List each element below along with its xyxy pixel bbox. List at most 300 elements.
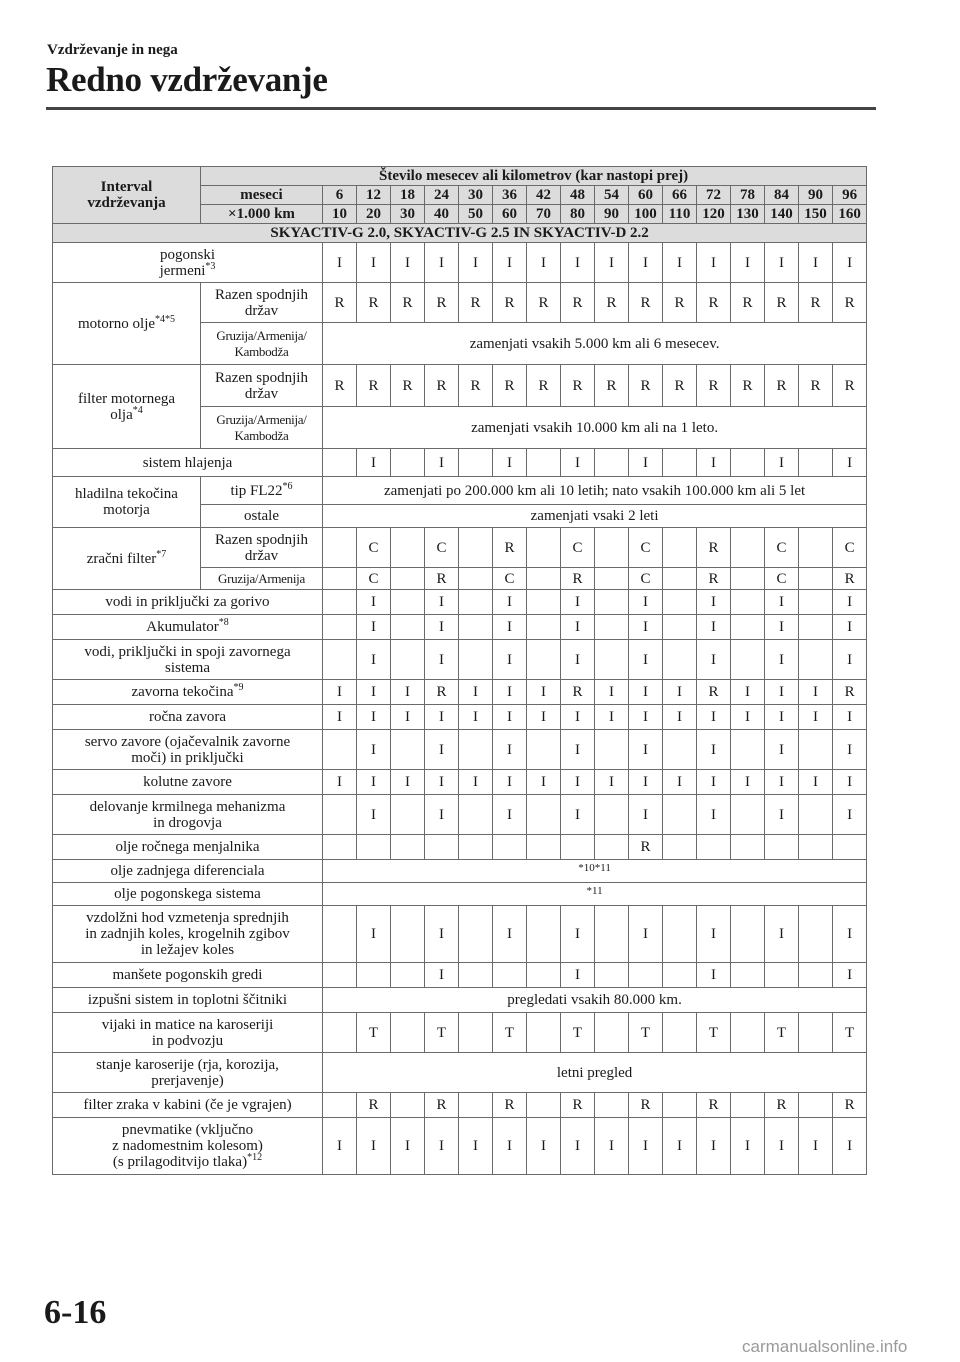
row-label-text: Akumulator bbox=[146, 619, 219, 635]
schedule-cell: R bbox=[799, 283, 833, 323]
schedule-cell bbox=[833, 835, 867, 860]
schedule-cell bbox=[731, 963, 765, 988]
schedule-cell: R bbox=[833, 1093, 867, 1118]
schedule-cell: R bbox=[595, 283, 629, 323]
schedule-cell: I bbox=[663, 1118, 697, 1175]
row-sublabel bbox=[201, 477, 323, 505]
schedule-cell: R bbox=[357, 1093, 391, 1118]
row-label-text: zračni filter bbox=[86, 550, 157, 567]
table-row bbox=[53, 283, 867, 323]
table-row bbox=[53, 835, 867, 860]
schedule-cell: I bbox=[493, 590, 527, 615]
schedule-cell: C bbox=[629, 528, 663, 568]
sublabel-text: Razen spodnjih držav bbox=[215, 286, 308, 319]
footnote-ref: *3 bbox=[205, 260, 216, 272]
schedule-cell bbox=[595, 640, 629, 680]
schedule-cell bbox=[391, 963, 425, 988]
schedule-cell bbox=[595, 1013, 629, 1053]
month-cell: 96 bbox=[833, 186, 867, 205]
schedule-cell: I bbox=[391, 243, 425, 283]
month-cell: 72 bbox=[697, 186, 731, 205]
schedule-cell bbox=[493, 963, 527, 988]
schedule-cell bbox=[595, 730, 629, 770]
period-group-header: Število mesecev ali kilometrov (kar nastopi prej) bbox=[201, 167, 867, 186]
schedule-cell bbox=[391, 730, 425, 770]
schedule-cell: I bbox=[697, 590, 731, 615]
schedule-cell bbox=[799, 615, 833, 640]
schedule-cell: R bbox=[799, 365, 833, 407]
km-cell: 60 bbox=[493, 205, 527, 224]
schedule-cell bbox=[527, 1093, 561, 1118]
km-cell: 150 bbox=[799, 205, 833, 224]
schedule-cell bbox=[799, 1013, 833, 1053]
schedule-cell: I bbox=[391, 680, 425, 705]
schedule-cell: I bbox=[799, 680, 833, 705]
schedule-cell: I bbox=[459, 680, 493, 705]
schedule-cell bbox=[527, 835, 561, 860]
schedule-cell bbox=[663, 906, 697, 963]
footnote-ref: *6 bbox=[282, 480, 293, 492]
schedule-cell: I bbox=[595, 1118, 629, 1175]
table-row bbox=[53, 770, 867, 795]
schedule-cell: I bbox=[357, 640, 391, 680]
schedule-cell bbox=[459, 528, 493, 568]
schedule-cell: I bbox=[731, 770, 765, 795]
sublabel-text: Razen spodnjih držav bbox=[215, 531, 308, 564]
schedule-cell: R bbox=[833, 283, 867, 323]
schedule-cell: R bbox=[493, 365, 527, 407]
schedule-cell: I bbox=[357, 795, 391, 835]
schedule-cell bbox=[459, 835, 493, 860]
row-label-text: zavorna tekočina bbox=[131, 684, 234, 700]
schedule-cell bbox=[323, 568, 357, 590]
schedule-cell bbox=[459, 963, 493, 988]
schedule-cell bbox=[323, 963, 357, 988]
schedule-note: zamenjati vsakih 5.000 km ali 6 mesecev. bbox=[323, 323, 867, 365]
schedule-cell bbox=[561, 835, 595, 860]
schedule-cell bbox=[799, 1093, 833, 1118]
km-cell: 160 bbox=[833, 205, 867, 224]
schedule-cell: R bbox=[561, 365, 595, 407]
schedule-cell bbox=[527, 906, 561, 963]
schedule-cell: C bbox=[629, 568, 663, 590]
month-cell: 36 bbox=[493, 186, 527, 205]
schedule-cell bbox=[731, 590, 765, 615]
month-cell: 84 bbox=[765, 186, 799, 205]
schedule-cell: R bbox=[425, 680, 459, 705]
schedule-cell bbox=[595, 795, 629, 835]
schedule-cell bbox=[459, 795, 493, 835]
schedule-cell: I bbox=[425, 1118, 459, 1175]
schedule-cell: I bbox=[629, 705, 663, 730]
schedule-cell: I bbox=[629, 730, 663, 770]
table-row bbox=[53, 449, 867, 477]
schedule-cell: I bbox=[459, 243, 493, 283]
row-label bbox=[53, 590, 323, 615]
schedule-cell bbox=[323, 730, 357, 770]
schedule-cell: I bbox=[799, 705, 833, 730]
schedule-cell: R bbox=[629, 283, 663, 323]
schedule-cell: I bbox=[765, 795, 799, 835]
schedule-cell: I bbox=[357, 906, 391, 963]
schedule-cell: R bbox=[493, 283, 527, 323]
row-label-text: hladilna tekočina motorja bbox=[75, 486, 178, 518]
km-cell: 120 bbox=[697, 205, 731, 224]
table-row bbox=[53, 1013, 867, 1053]
schedule-cell: R bbox=[697, 1093, 731, 1118]
row-sublabel bbox=[201, 365, 323, 407]
sublabel-text: Gruzija/Armenija/ Kambodža bbox=[216, 327, 307, 359]
row-label-text: vodi in priključki za gorivo bbox=[105, 594, 270, 610]
schedule-cell: I bbox=[425, 243, 459, 283]
schedule-cell: R bbox=[629, 835, 663, 860]
schedule-cell: I bbox=[833, 906, 867, 963]
schedule-cell: I bbox=[595, 705, 629, 730]
schedule-cell bbox=[527, 1013, 561, 1053]
schedule-cell bbox=[595, 906, 629, 963]
row-label bbox=[53, 795, 323, 835]
schedule-cell bbox=[799, 449, 833, 477]
row-label bbox=[53, 705, 323, 730]
schedule-cell bbox=[663, 615, 697, 640]
row-label bbox=[53, 449, 323, 477]
schedule-cell: R bbox=[323, 283, 357, 323]
schedule-cell: T bbox=[697, 1013, 731, 1053]
schedule-cell: I bbox=[663, 243, 697, 283]
schedule-cell: T bbox=[493, 1013, 527, 1053]
schedule-cell bbox=[595, 568, 629, 590]
schedule-cell: I bbox=[561, 640, 595, 680]
schedule-cell: I bbox=[697, 1118, 731, 1175]
table-row bbox=[53, 963, 867, 988]
schedule-cell: I bbox=[629, 795, 663, 835]
row-label bbox=[53, 883, 323, 906]
schedule-cell bbox=[425, 835, 459, 860]
schedule-cell: I bbox=[731, 705, 765, 730]
schedule-cell bbox=[731, 615, 765, 640]
schedule-cell: I bbox=[357, 243, 391, 283]
schedule-cell bbox=[765, 835, 799, 860]
row-label-text: olje ročnega menjalnika bbox=[115, 839, 260, 855]
maintenance-schedule-table bbox=[52, 166, 867, 1175]
schedule-cell bbox=[731, 906, 765, 963]
km-cell: 140 bbox=[765, 205, 799, 224]
row-label bbox=[53, 1093, 323, 1118]
row-label-text: filter zraka v kabini (če je vgrajen) bbox=[83, 1097, 292, 1113]
km-cell: 10 bbox=[323, 205, 357, 224]
table-row bbox=[53, 795, 867, 835]
schedule-cell bbox=[391, 835, 425, 860]
table-row bbox=[53, 906, 867, 963]
schedule-cell: I bbox=[799, 1118, 833, 1175]
schedule-cell: R bbox=[527, 283, 561, 323]
schedule-cell bbox=[663, 730, 697, 770]
table-row bbox=[53, 730, 867, 770]
schedule-cell: R bbox=[697, 528, 731, 568]
schedule-cell bbox=[323, 615, 357, 640]
schedule-cell: R bbox=[425, 365, 459, 407]
schedule-cell bbox=[799, 528, 833, 568]
schedule-cell bbox=[731, 795, 765, 835]
schedule-cell: I bbox=[697, 906, 731, 963]
schedule-cell bbox=[731, 528, 765, 568]
schedule-cell: I bbox=[833, 243, 867, 283]
km-cell: 50 bbox=[459, 205, 493, 224]
schedule-cell bbox=[731, 1013, 765, 1053]
schedule-cell: I bbox=[561, 963, 595, 988]
schedule-cell: R bbox=[833, 568, 867, 590]
schedule-cell: C bbox=[493, 568, 527, 590]
month-cell: 6 bbox=[323, 186, 357, 205]
schedule-cell: R bbox=[697, 283, 731, 323]
schedule-cell bbox=[595, 449, 629, 477]
schedule-cell bbox=[459, 1093, 493, 1118]
schedule-cell: I bbox=[527, 1118, 561, 1175]
schedule-cell bbox=[663, 590, 697, 615]
month-cell: 48 bbox=[561, 186, 595, 205]
table-row bbox=[53, 1118, 867, 1175]
schedule-cell: I bbox=[697, 730, 731, 770]
table-row bbox=[53, 860, 867, 883]
row-label-text: motorno olje bbox=[77, 315, 156, 332]
schedule-note: zamenjati vsaki 2 leti bbox=[323, 505, 867, 528]
table-row bbox=[53, 680, 867, 705]
schedule-cell: I bbox=[425, 795, 459, 835]
schedule-cell bbox=[731, 449, 765, 477]
schedule-cell: R bbox=[425, 283, 459, 323]
schedule-cell: R bbox=[697, 568, 731, 590]
table-row bbox=[53, 590, 867, 615]
schedule-cell: I bbox=[561, 770, 595, 795]
schedule-cell: I bbox=[425, 906, 459, 963]
schedule-cell: I bbox=[663, 705, 697, 730]
schedule-cell: I bbox=[833, 705, 867, 730]
schedule-cell: I bbox=[629, 640, 663, 680]
schedule-cell: I bbox=[765, 705, 799, 730]
row-sublabel bbox=[201, 323, 323, 365]
schedule-cell bbox=[663, 795, 697, 835]
schedule-cell: I bbox=[731, 680, 765, 705]
schedule-cell: I bbox=[765, 770, 799, 795]
schedule-cell: I bbox=[765, 449, 799, 477]
month-cell: 90 bbox=[799, 186, 833, 205]
footnote-ref: *7 bbox=[156, 548, 167, 560]
schedule-cell: I bbox=[459, 1118, 493, 1175]
schedule-cell bbox=[323, 795, 357, 835]
schedule-cell: I bbox=[731, 1118, 765, 1175]
schedule-cell bbox=[799, 730, 833, 770]
schedule-cell: I bbox=[527, 680, 561, 705]
schedule-cell: I bbox=[629, 243, 663, 283]
schedule-cell bbox=[391, 615, 425, 640]
schedule-cell bbox=[357, 963, 391, 988]
schedule-cell bbox=[357, 835, 391, 860]
row-label bbox=[53, 283, 201, 365]
row-label-text: izpušni sistem in toplotni ščitniki bbox=[87, 992, 288, 1008]
schedule-cell: R bbox=[629, 1093, 663, 1118]
schedule-cell bbox=[663, 1093, 697, 1118]
row-label-text: pnevmatike (vključno z nadomestnim kolesom) (s prilagoditvijo tlaka) bbox=[112, 1122, 263, 1170]
schedule-cell bbox=[323, 528, 357, 568]
schedule-cell: I bbox=[391, 770, 425, 795]
table-row bbox=[53, 243, 867, 283]
schedule-cell: R bbox=[663, 365, 697, 407]
schedule-cell bbox=[323, 835, 357, 860]
schedule-cell: R bbox=[357, 365, 391, 407]
schedule-cell bbox=[663, 1013, 697, 1053]
table-row bbox=[53, 477, 867, 505]
schedule-cell: I bbox=[765, 590, 799, 615]
schedule-cell bbox=[323, 906, 357, 963]
schedule-cell bbox=[493, 835, 527, 860]
sublabel-text: Gruzija/Armenija bbox=[218, 570, 305, 586]
schedule-cell bbox=[527, 640, 561, 680]
row-label bbox=[53, 770, 323, 795]
schedule-cell bbox=[663, 568, 697, 590]
row-label-text: filter motornega olja bbox=[77, 390, 176, 423]
schedule-cell: I bbox=[425, 705, 459, 730]
schedule-cell: I bbox=[833, 730, 867, 770]
schedule-cell: C bbox=[833, 528, 867, 568]
schedule-cell: I bbox=[697, 770, 731, 795]
schedule-cell: I bbox=[595, 770, 629, 795]
row-sublabel bbox=[201, 283, 323, 323]
schedule-cell: I bbox=[833, 1118, 867, 1175]
schedule-cell bbox=[595, 1093, 629, 1118]
section-header: Vzdrževanje in nega bbox=[47, 42, 178, 58]
schedule-cell bbox=[527, 963, 561, 988]
schedule-cell: I bbox=[765, 906, 799, 963]
row-sublabel bbox=[201, 407, 323, 449]
schedule-cell: I bbox=[765, 640, 799, 680]
schedule-cell: I bbox=[561, 615, 595, 640]
schedule-cell bbox=[799, 906, 833, 963]
schedule-cell: R bbox=[833, 680, 867, 705]
schedule-cell: R bbox=[561, 568, 595, 590]
schedule-cell bbox=[731, 730, 765, 770]
schedule-cell: T bbox=[629, 1013, 663, 1053]
schedule-cell: T bbox=[765, 1013, 799, 1053]
schedule-cell bbox=[731, 568, 765, 590]
schedule-cell bbox=[323, 1013, 357, 1053]
schedule-cell: I bbox=[493, 795, 527, 835]
row-label bbox=[53, 477, 201, 528]
row-label-text: olje pogonskega sistema bbox=[114, 886, 261, 902]
schedule-cell: R bbox=[697, 680, 731, 705]
schedule-cell: I bbox=[765, 680, 799, 705]
footnote-note: *11 bbox=[323, 883, 867, 906]
row-label-text: manšete pogonskih gredi bbox=[112, 967, 263, 983]
sublabel-text: Razen spodnjih držav bbox=[215, 369, 308, 402]
schedule-cell: I bbox=[323, 770, 357, 795]
schedule-cell: I bbox=[629, 906, 663, 963]
page-title: Redno vzdrževanje bbox=[46, 60, 328, 99]
schedule-cell: I bbox=[833, 615, 867, 640]
table-row bbox=[53, 1053, 867, 1093]
schedule-cell: I bbox=[697, 640, 731, 680]
sublabel-text: ostale bbox=[244, 508, 279, 524]
sublabel-text: Gruzija/Armenija/ Kambodža bbox=[216, 411, 307, 443]
schedule-cell bbox=[663, 835, 697, 860]
schedule-cell bbox=[391, 906, 425, 963]
schedule-cell: I bbox=[663, 680, 697, 705]
schedule-cell bbox=[731, 640, 765, 680]
schedule-cell bbox=[595, 963, 629, 988]
schedule-cell: R bbox=[765, 283, 799, 323]
schedule-cell bbox=[527, 795, 561, 835]
schedule-cell bbox=[459, 906, 493, 963]
schedule-cell bbox=[629, 963, 663, 988]
schedule-cell: I bbox=[561, 795, 595, 835]
schedule-cell: I bbox=[629, 615, 663, 640]
schedule-cell: I bbox=[493, 770, 527, 795]
row-label bbox=[53, 615, 323, 640]
schedule-cell bbox=[663, 640, 697, 680]
schedule-cell: R bbox=[459, 283, 493, 323]
schedule-cell: I bbox=[493, 730, 527, 770]
schedule-cell: T bbox=[357, 1013, 391, 1053]
schedule-cell: I bbox=[493, 615, 527, 640]
interval-header: Interval vzdrževanja bbox=[53, 167, 201, 224]
schedule-cell: I bbox=[425, 770, 459, 795]
row-sublabel bbox=[201, 505, 323, 528]
row-label-text: vijaki in matice na karoseriji in podvozju bbox=[101, 1016, 274, 1049]
row-label bbox=[53, 528, 201, 590]
schedule-cell: I bbox=[629, 770, 663, 795]
schedule-cell: I bbox=[799, 770, 833, 795]
schedule-cell: C bbox=[561, 528, 595, 568]
schedule-cell: C bbox=[765, 568, 799, 590]
schedule-cell bbox=[731, 1093, 765, 1118]
schedule-cell: C bbox=[425, 528, 459, 568]
schedule-cell bbox=[663, 963, 697, 988]
row-label-text: pogonski jermeni bbox=[159, 246, 215, 279]
km-cell: 80 bbox=[561, 205, 595, 224]
schedule-cell bbox=[527, 568, 561, 590]
month-cell: 24 bbox=[425, 186, 459, 205]
schedule-cell: I bbox=[629, 449, 663, 477]
schedule-cell: R bbox=[561, 283, 595, 323]
schedule-cell: I bbox=[391, 705, 425, 730]
schedule-cell bbox=[799, 568, 833, 590]
schedule-cell: I bbox=[493, 705, 527, 730]
schedule-cell bbox=[595, 590, 629, 615]
row-label-text: ročna zavora bbox=[148, 709, 227, 725]
row-label-text: vzdolžni hod vzmetenja sprednjih in zadnjih koles, krogelnih zgibov in ležajev koles bbox=[85, 910, 290, 958]
schedule-cell: I bbox=[833, 449, 867, 477]
schedule-cell: R bbox=[697, 365, 731, 407]
row-label bbox=[53, 730, 323, 770]
km-cell: 130 bbox=[731, 205, 765, 224]
row-label bbox=[53, 988, 323, 1013]
schedule-cell bbox=[391, 590, 425, 615]
schedule-cell: I bbox=[425, 730, 459, 770]
row-label bbox=[53, 640, 323, 680]
schedule-cell: I bbox=[629, 680, 663, 705]
schedule-cell bbox=[799, 795, 833, 835]
schedule-cell: I bbox=[425, 963, 459, 988]
schedule-cell: I bbox=[493, 449, 527, 477]
schedule-cell: C bbox=[765, 528, 799, 568]
schedule-cell: I bbox=[357, 590, 391, 615]
km-cell: 110 bbox=[663, 205, 697, 224]
schedule-cell: R bbox=[459, 365, 493, 407]
schedule-cell: I bbox=[357, 680, 391, 705]
schedule-cell: I bbox=[425, 615, 459, 640]
schedule-cell: R bbox=[391, 365, 425, 407]
schedule-note: zamenjati po 200.000 km ali 10 letih; nato vsakih 100.000 km ali 5 let bbox=[323, 477, 867, 505]
table-row bbox=[53, 615, 867, 640]
